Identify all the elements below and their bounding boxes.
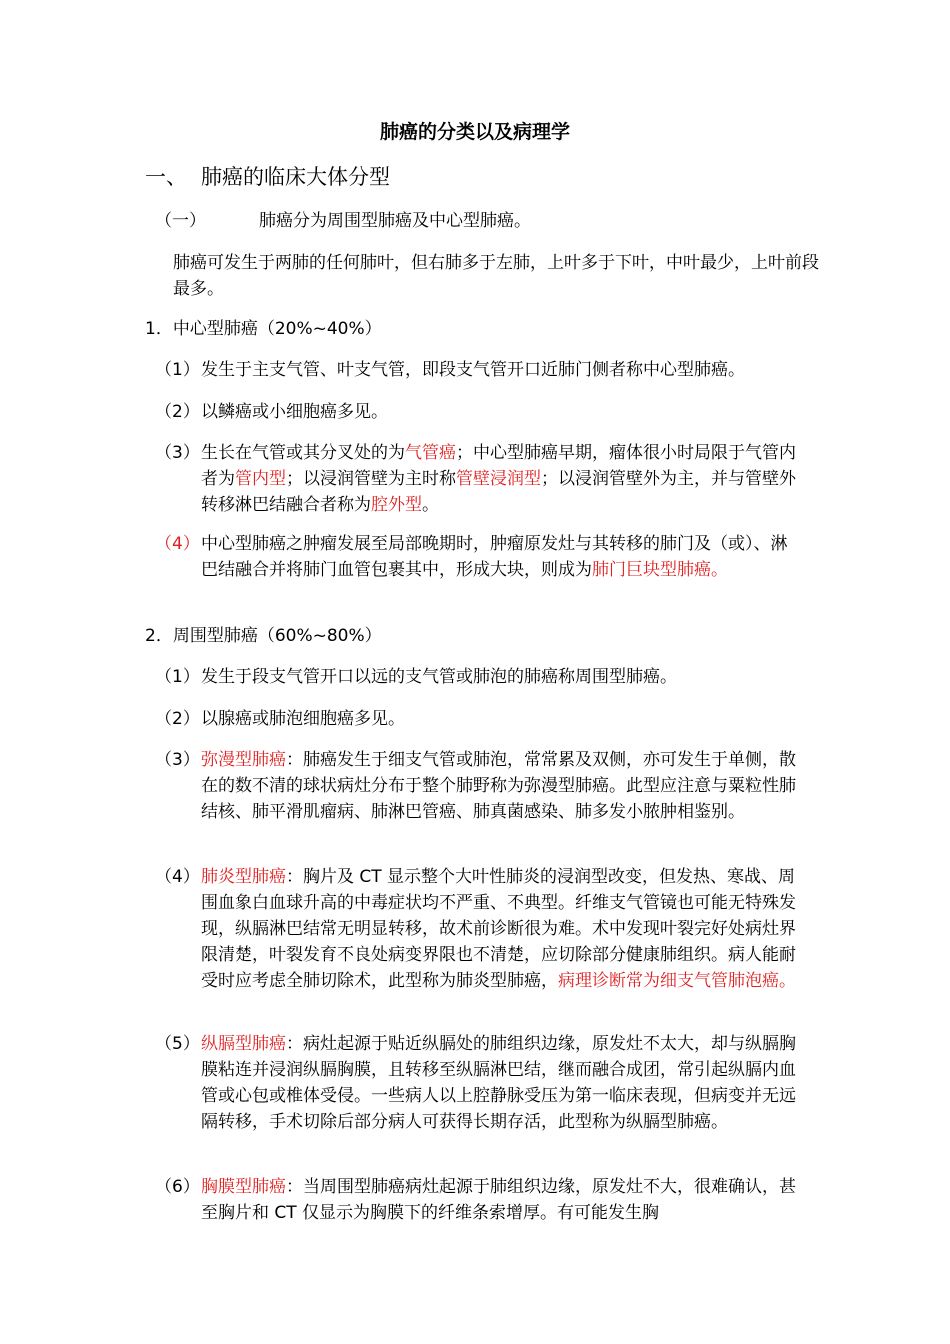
item-text	[201, 531, 801, 583]
section-heading	[145, 162, 390, 192]
text-run: ；以浸润管壁为主时称	[286, 469, 456, 489]
highlight-term: 纵膈型肺癌	[201, 1034, 286, 1054]
list-item	[155, 531, 810, 583]
item-text	[201, 864, 801, 994]
list-item	[155, 747, 810, 825]
text-run: ：病灶起源于贴近纵膈处的肺组织边缘，原发灶不太大，却与纵膈胸膜粘连并浸润纵膈胸膜，且转移至纵膈淋巴结，继而融合成团，常引起纵膈内血管或心包或椎体受侵。一些病人以上腔静脉受压为第一临床表现，但病变并无远隔转移，手术切除后部分病人可获得长期存活，此型称为纵膈型肺癌。	[201, 1034, 796, 1132]
item-text: 发生于段支气管开口以远的支气管或肺泡的肺癌称周围型肺癌。	[201, 667, 677, 687]
subsection-heading	[155, 208, 531, 234]
highlight-term: 管壁浸润型	[456, 469, 541, 489]
highlight-term: 病理诊断常为细支气管肺泡癌。	[558, 971, 796, 991]
section-title: 肺癌的临床大体分型	[201, 165, 390, 189]
highlight-term: 弥漫型肺癌	[201, 750, 286, 770]
item-text	[201, 1174, 801, 1226]
item-number: （3）	[155, 750, 200, 770]
item-number: （4）	[155, 867, 200, 887]
highlight-term: 胸膜型肺癌	[201, 1177, 286, 1197]
list-item	[155, 1031, 810, 1135]
document-title: 肺癌的分类以及病理学	[379, 121, 570, 143]
list-item	[155, 864, 810, 994]
item-number: （2）	[155, 402, 200, 422]
list-item	[155, 664, 810, 690]
text-run: ：肺癌发生于细支气管或肺泡，常常累及双侧，亦可发生于单侧，散在的数不清的球状病灶分布于整个肺野称为弥漫型肺癌。此型应注意与粟粒性肺结核、肺平滑肌瘤病、肺淋巴管癌、肺真菌感染、肺多发小脓肿相鉴别。	[201, 750, 796, 822]
list-item	[155, 357, 810, 383]
central-type-heading: 1．中心型肺癌（20%~40%）	[145, 319, 382, 339]
list-item	[155, 440, 810, 518]
highlight-term: 腔外型	[371, 495, 422, 515]
item-number: （4）	[155, 534, 200, 554]
item-number: （6）	[155, 1177, 200, 1197]
text-run: ；以浸润管壁外为主，并与管壁外转移淋巴结融合者称为	[201, 469, 796, 515]
highlight-term: 肺炎型肺癌	[201, 867, 286, 887]
highlight-term: 肺门巨块型肺癌。	[592, 560, 728, 580]
item-text: 以鳞癌或小细胞癌多见。	[201, 402, 388, 422]
peripheral-type-heading: 2．周围型肺癌（60%~80%）	[145, 626, 382, 646]
item-text: 发生于主支气管、叶支气管，即段支气管开口近肺门侧者称中心型肺癌。	[201, 360, 745, 380]
subsection-number: （一）	[155, 211, 206, 231]
text-run: 生长在气管或其分叉处的为	[201, 443, 405, 463]
item-text	[201, 747, 801, 825]
item-number: （2）	[155, 709, 200, 729]
text-run: ：当周围型肺癌病灶起源于肺组织边缘，原发灶不大，很难确认，甚至胸片和 CT 仅显示为胸膜下的纤维条索增厚。有可能发生胸	[201, 1177, 796, 1223]
section-number: 一、	[145, 165, 187, 189]
list-item	[155, 399, 810, 425]
text-run: ；中心型肺癌早期，瘤体很小时局限于气管内者为	[201, 443, 796, 489]
text-run: 。	[422, 495, 439, 515]
item-number: （1）	[155, 667, 200, 687]
list-item	[155, 706, 810, 732]
item-text	[201, 1031, 801, 1135]
text-run: 中心型肺癌之肿瘤发展至局部晚期时，肿瘤原发灶与其转移的肺门及（或）、淋巴结融合并将肺门血管包裹其中，形成大块，则成为	[201, 534, 788, 580]
item-number: （5）	[155, 1034, 200, 1054]
item-text	[201, 440, 801, 518]
subsection-title: 肺癌分为周围型肺癌及中心型肺癌。	[259, 211, 531, 231]
text-run: ：胸片及 CT 显示整个大叶性肺炎的浸润型改变，但发热、寒战、周围血象白血球升高的中毒症状均不严重、不典型。纤维支气管镜也可能无特殊发现，纵膈淋巴结常无明显转移，故术前诊断很为难。术中发现叶裂完好处病灶界限清楚，叶裂发育不良处病变界限也不清楚，应切除部分健康肺组织。病人能耐受时应考虑全肺切除术，此型称为肺炎型肺癌，	[201, 867, 796, 991]
item-number: （1）	[155, 360, 200, 380]
highlight-term: 管内型	[235, 469, 286, 489]
list-item	[155, 1174, 810, 1226]
highlight-term: 气管癌	[405, 443, 456, 463]
item-text: 以腺癌或肺泡细胞癌多见。	[201, 709, 405, 729]
intro-paragraph: 肺癌可发生于两肺的任何肺叶，但右肺多于左肺，上叶多于下叶，中叶最少，上叶前段最多。	[173, 253, 819, 299]
item-number: （3）	[155, 443, 200, 463]
